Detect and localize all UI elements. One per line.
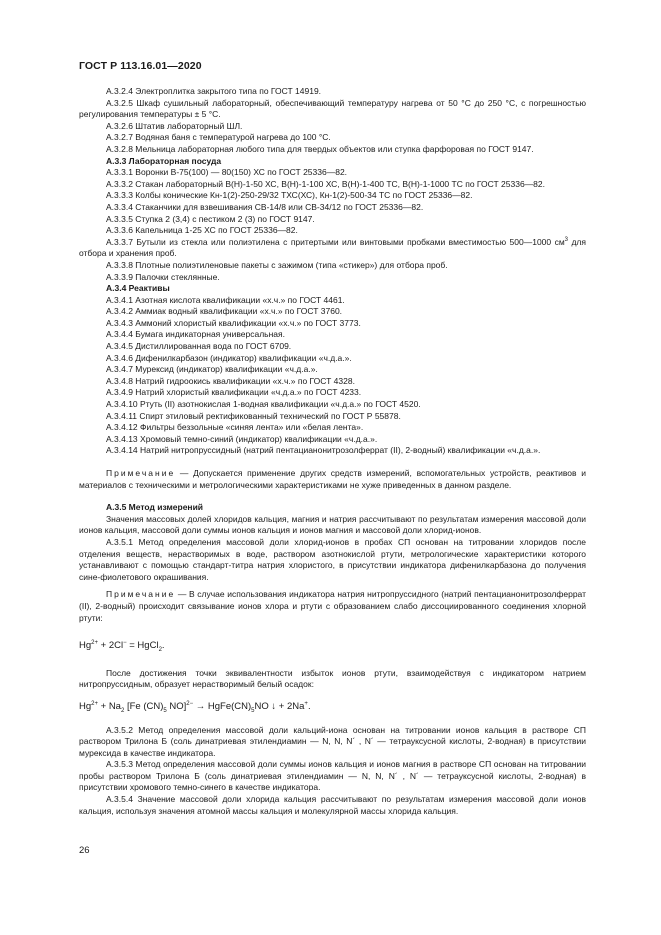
paragraph: А.3.3.9 Палочки стеклянные.: [106, 271, 220, 282]
paragraph: Значения массовых долей хлоридов кальция, магния и натрия рассчитывают по результатам измерения массовой доли ионов кальция, массовой доли суммы ионов кальция и ионов магния и массовой доли хлорид-ионов.: [79, 513, 586, 536]
paragraph: А.3.5.3 Метод определения массовой доли суммы ионов кальция и ионов магния в растворе СП основан на титровании пробы раствором Трилона Б (соль динатриевая этилендиамин — N, N, N´ , N´ — тетрауксусной кислоты, 2-водная) в присутствии хромового темно-синего в качестве индикатора.: [79, 759, 586, 793]
paragraph: А.3.2.8 Мельница лабораторная любого типа для твердых объектов или ступка фарфоровая по ГОСТ 9147.: [106, 143, 534, 154]
spacer: [79, 652, 586, 668]
paragraph: А.3.4.13 Хромовый темно-синий (индикатор) квалификации «ч.д.а.».: [106, 433, 378, 444]
paragraph: А.3.3.6 Капельница 1-25 ХС по ГОСТ 25336—82.: [106, 225, 298, 236]
paragraph: После достижения точки эквивалентности избыток ионов ртути, взаимодействуя с индикатором натрием нитропруссидным, образует нерастворимый белый осадок:: [79, 667, 586, 690]
paragraph: А.3.4.8 Натрий гидроокись квалификации «х.ч.» по ГОСТ 4328.: [106, 375, 355, 386]
subscript: 2: [120, 707, 125, 714]
paragraph: А.3.4.1 Азотная кислота квалификации «х.ч.» по ГОСТ 4461.: [106, 294, 345, 305]
paragraph: А.3.3.2 Стакан лабораторный В(Н)-1-50 ХС, В(Н)-1-100 ХС, В(Н)-1-400 ТС, В(Н)-1-1000 ТС по ГОСТ 25336—82.: [106, 178, 546, 189]
paragraph: А.3.2.5 Шкаф сушильный лабораторный, обеспечивающий температуру нагрева от 50 °С до 250 °С, с погрешностью регулирования температуры ± 5 °С.: [79, 97, 586, 120]
formula-part: NO ↓ + 2Na: [254, 700, 305, 712]
paragraph: А.3.4.10 Ртуть (II) азотнокислая 1-водная квалификации «ч.д.а.» по ГОСТ 4520.: [106, 399, 421, 410]
paragraph: А.3.4.6 Дифенилкарбазон (индикатор) квалификации «ч.д.а.».: [106, 352, 352, 363]
text-run: А.3.3.7 Бутыли из стекла или полиэтилена с притертыми или винтовыми пробками вместимостью 500—1000 см: [106, 236, 565, 247]
note: [79, 468, 586, 491]
page-number: 26: [79, 845, 90, 856]
text-run: для отбора и хранения проб.: [79, 236, 586, 259]
section-heading: А.3.4 Реактивы: [106, 283, 170, 294]
paragraph: А.3.4.2 Аммиак водный квалификации «х.ч.» по ГОСТ 3760.: [106, 306, 343, 317]
paragraph: А.3.4.14 Натрий нитропруссидный (натрий пентацианонитрозолферрат (II), 2-водный) квалификации «ч.д.а.».: [106, 445, 541, 456]
note: [79, 589, 586, 624]
paragraph: А.3.4.12 Фильтры беззольные «синяя лента» или «белая лента».: [106, 422, 364, 433]
formula-part: NO]: [166, 700, 187, 712]
paragraph: А.3.5.2 Метод определения массовой доли кальций-иона основан на титровании ионов кальция в растворе СП раствором Трилона Б (соль динатриевая этилендиамин — N, N, N´ , N´ — тетрауксусной кислоты, 2-водная) в присутствии мурексида в качестве индикатора.: [79, 724, 586, 758]
note-text: — Допускается применение других средств измерений, вспомогательных устройств, реактивов и материалов с техническими и метрологическими характеристиками не хуже приведенных в данном разделе.: [79, 468, 586, 490]
section-heading: А.3.5 Метод измерений: [106, 502, 204, 513]
paragraph: А.3.2.4 Электроплитка закрытого типа по ГОСТ 14919.: [106, 86, 322, 96]
formula-part: [Fe (CN): [124, 700, 164, 712]
subscript: 5: [163, 707, 167, 714]
paragraph: А.3.3.3 Колбы конические Кн-1(2)-250-29/32 ТХС(ХС), Кн-1(2)-500-34 ТС по ГОСТ 25336—82.: [106, 190, 473, 201]
page-header: ГОСТ Р 113.16.01—2020: [79, 60, 202, 72]
note-label: Примечание: [106, 589, 176, 600]
paragraph: А.3.5.4 Значение массовой доли хлорида кальция рассчитывают по результатам измерения массовой доли ионов кальция, используя значения атомной массы кальция и молекулярной массы хлорида кальция.: [79, 794, 586, 816]
paragraph: А.3.2.7 Водяная баня с температурой нагрева до 100 °С.: [106, 132, 331, 143]
formula-hg-cl: [79, 640, 586, 652]
superscript: 2+: [91, 639, 98, 646]
paragraph: А.3.4.9 Натрий хлористый квалификации «ч.д.а.» по ГОСТ 4233.: [106, 387, 362, 398]
spacer: [79, 691, 586, 701]
spacer: [79, 457, 586, 468]
subscript: 2: [158, 647, 162, 654]
section-heading: А.3.3 Лабораторная посуда: [106, 155, 222, 166]
formula-part: + 2Cl: [98, 640, 124, 652]
paragraph: А.3.4.5 Дистиллированная вода по ГОСТ 6709.: [106, 341, 292, 352]
formula-part: + Na: [98, 700, 121, 712]
note-label: Примечание: [106, 468, 176, 478]
paragraph: А.3.2.6 Штатив лабораторный ШЛ.: [106, 120, 243, 131]
formula-part: .: [307, 700, 311, 712]
formula-hg-nitroprusside: [79, 701, 586, 713]
superscript: +: [304, 700, 308, 707]
paragraph: А.3.4.7 Мурексид (индикатор) квалификации «ч.д.а.».: [106, 364, 318, 375]
superscript: 2+: [91, 700, 98, 707]
spacer: [79, 624, 586, 640]
paragraph: А.3.4.4 Бумага индикаторная универсальная.: [106, 329, 285, 340]
formula-part: → HgFe(CN): [193, 700, 252, 712]
superscript: −: [123, 639, 127, 646]
paragraph: А.3.4.11 Спирт этиловый ректификованный технический по ГОСТ Р 55878.: [106, 410, 401, 421]
spacer: [79, 713, 586, 725]
superscript: 3: [564, 236, 569, 243]
paragraph: А.3.4.3 Аммоний хлористый квалификации «х.ч.» по ГОСТ 3773.: [106, 317, 361, 328]
paragraph: А.3.3.4 Стаканчики для взвешивания СВ-14/8 или СВ-34/12 по ГОСТ 25336—82.: [106, 201, 424, 212]
paragraph: [79, 237, 586, 260]
spacer: [79, 491, 586, 502]
subscript: 5: [251, 707, 255, 714]
paragraph: А.3.3.5 Ступка 2 (3,4) с пестиком 2 (3) по ГОСТ 9147.: [106, 213, 315, 224]
formula-part: Hg: [79, 640, 92, 652]
formula-part: .: [161, 640, 165, 652]
formula-part: Hg: [79, 700, 92, 712]
superscript: 2−: [186, 700, 194, 707]
note-text: — В случае использования индикатора натрия нитропруссидного (натрий пентацианонитрозолферрат (II), 2-водный) происходит связывание ионов хлора и ртути с образованием слабо диссоциированного соединения хлорной ртути:: [79, 589, 586, 623]
paragraph: А.3.5.1 Метод определения массовой доли хлорид-ионов в пробах СП основан на титровании хлоридов после отделения веществ, нерастворимых в воде, раствором азотнокислой ртути, метрологические характеристики которого устанавливают с помощью стандарт-титра натрия хлористого, в присутствии индикатора дифенилкарбазона до получения сине-фиолетового окрашивания.: [79, 536, 586, 582]
formula-part: = HgCl: [126, 640, 159, 652]
page-content: [79, 86, 586, 817]
paragraph: А.3.3.8 Плотные полиэтиленовые пакеты с зажимом (типа «стикер») для отбора проб.: [106, 259, 448, 270]
paragraph: А.3.3.1 Воронки В-75(100) — 80(150) ХС по ГОСТ 25336—82.: [106, 167, 348, 178]
